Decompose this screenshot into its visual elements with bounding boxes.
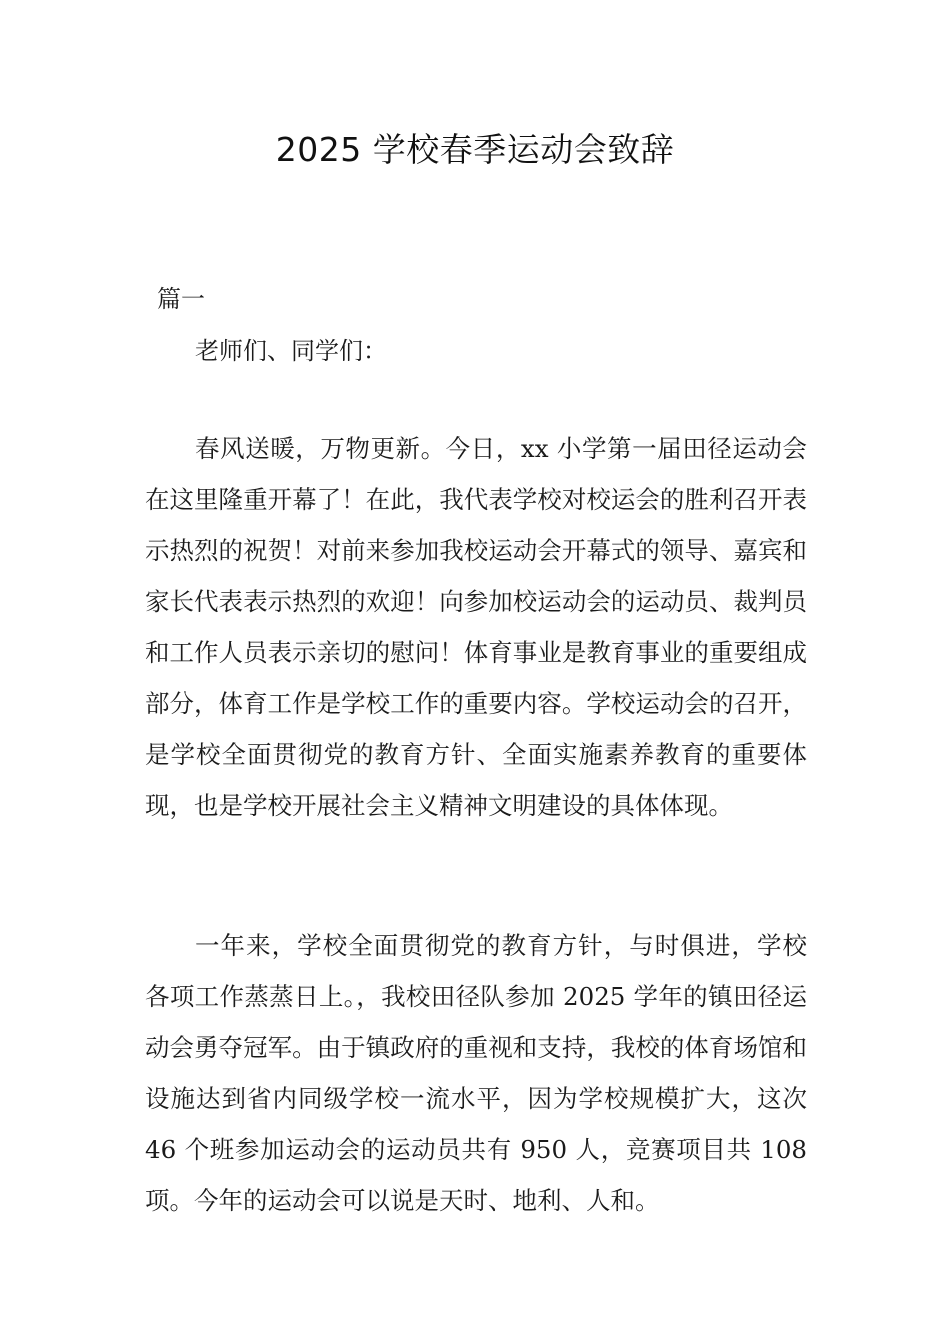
body-paragraph-1: 春风送暖，万物更新。今日，xx 小学第一届田径运动会在这里隆重开幕了！在此，我代表学校对校运会的胜利召开表示热烈的祝贺！对前来参加我校运动会开幕式的领导、嘉宾和家长代表表示热烈的欢迎！向参加校运动会的运动员、裁判员和工作人员表示亲切的慰问！体育事业是教育事业的重要组成部分，体育工作是学校工作的重要内容。学校运动会的召开，是学校全面贯彻党的教育方针、全面实施素养教育的重要体现，也是学校开展社会主义精神文明建设的具体体现。: [145, 434, 807, 820]
section-label: 篇一: [157, 285, 205, 313]
document-title: 2025 学校春季运动会致辞: [275, 130, 675, 169]
body-paragraph-2: 一年来，学校全面贯彻党的教育方针，与时俱进，学校各项工作蒸蒸日上。，我校田径队参加 2025 学年的镇田径运动会勇夺冠军。由于镇政府的重视和支持，我校的体育场馆和设施达到省内同级学校一流水平，因为学校规模扩大，这次 46 个班参加运动会的运动员共有 950 人，竞赛项目共 108 项。今年的运动会可以说是天时、地利、人和。: [145, 931, 807, 1215]
salutation: 老师们、同学们：: [195, 337, 387, 365]
